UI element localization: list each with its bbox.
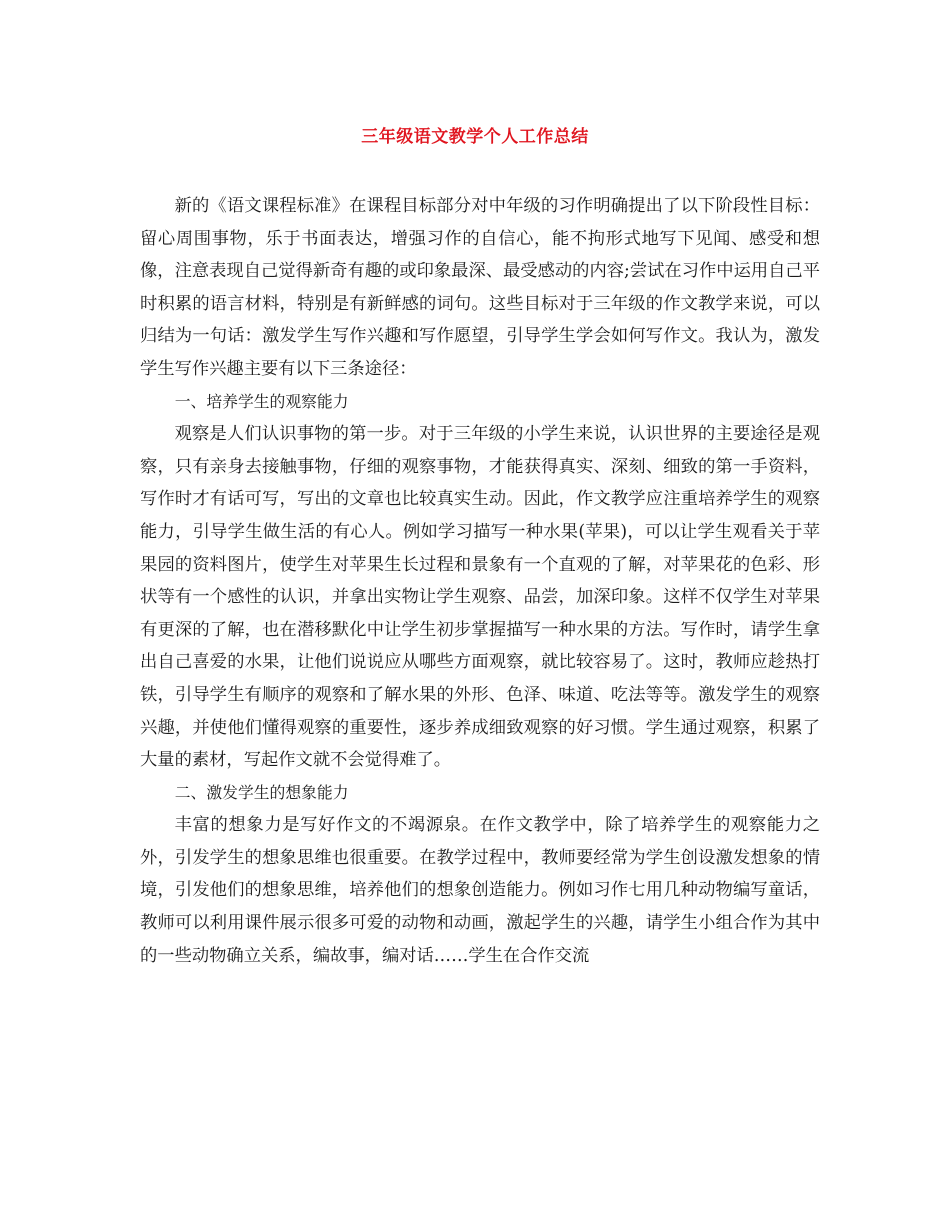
document-body bbox=[140, 190, 820, 972]
document-title: 三年级语文教学个人工作总结 bbox=[361, 127, 589, 147]
observation-paragraph: 观察是人们认识事物的第一步。对于三年级的小学生来说，认识世界的主要途径是观察，只有亲身去接触事物，仔细的观察事物，才能获得真实、深刻、细致的第一手资料，写作时才有话可写，写出的文章也比较真实生动。因此，作文教学应注重培养学生的观察能力，引导学生做生活的有心人。例如学习描写一种水果(苹果)，可以让学生观看关于苹果园的资料图片，使学生对苹果生长过程和景象有一个直观的了解，对苹果花的色彩、形状等有一个感性的认识，并拿出实物让学生观察、品尝，加深印象。这样不仅学生对苹果有更深的了解，也在潜移默化中让学生初步掌握描写一种水果的方法。写作时，请学生拿出自己喜爱的水果，让他们说说应从哪些方面观察，就比较容易了。这时，教师应趁热打铁，引导学生有顺序的观察和了解水果的外形、色泽、味道、吃法等等。激发学生的观察兴趣，并使他们懂得观察的重要性，逐步养成细致观察的好习惯。学生通过观察，积累了大量的素材，写起作文就不会觉得难了。 bbox=[140, 424, 820, 771]
intro-paragraph: 新的《语文课程标准》在课程目标部分对中年级的习作明确提出了以下阶段性目标：留心周围事物，乐于书面表达，增强习作的自信心，能不拘形式地写下见闻、感受和想像，注意表现自己觉得新奇有趣的或印象最深、最受感动的内容;尝试在习作中运用自己平时积累的语言材料，特别是有新鲜感的词句。这些目标对于三年级的作文教学来说，可以归结为一句话：激发学生写作兴趣和写作愿望，引导学生学会如何写作文。我认为，激发学生写作兴趣主要有以下三条途径： bbox=[140, 196, 820, 379]
section-heading-observation: 一、培养学生的观察能力 bbox=[174, 391, 349, 411]
section-heading-imagination: 二、激发学生的想象能力 bbox=[174, 782, 349, 802]
imagination-paragraph: 丰富的想象力是写好作文的不竭源泉。在作文教学中，除了培养学生的观察能力之外，引发学生的想象思维也很重要。在教学过程中，教师要经常为学生创设激发想象的情境，引发他们的想象思维，培养他们的想象创造能力。例如习作七用几种动物编写童话，教师可以利用课件展示很多可爱的动物和动画，激起学生的兴趣，请学生小组合作为其中的一些动物确立关系，编故事，编对话……学生在合作交流 bbox=[140, 815, 820, 966]
